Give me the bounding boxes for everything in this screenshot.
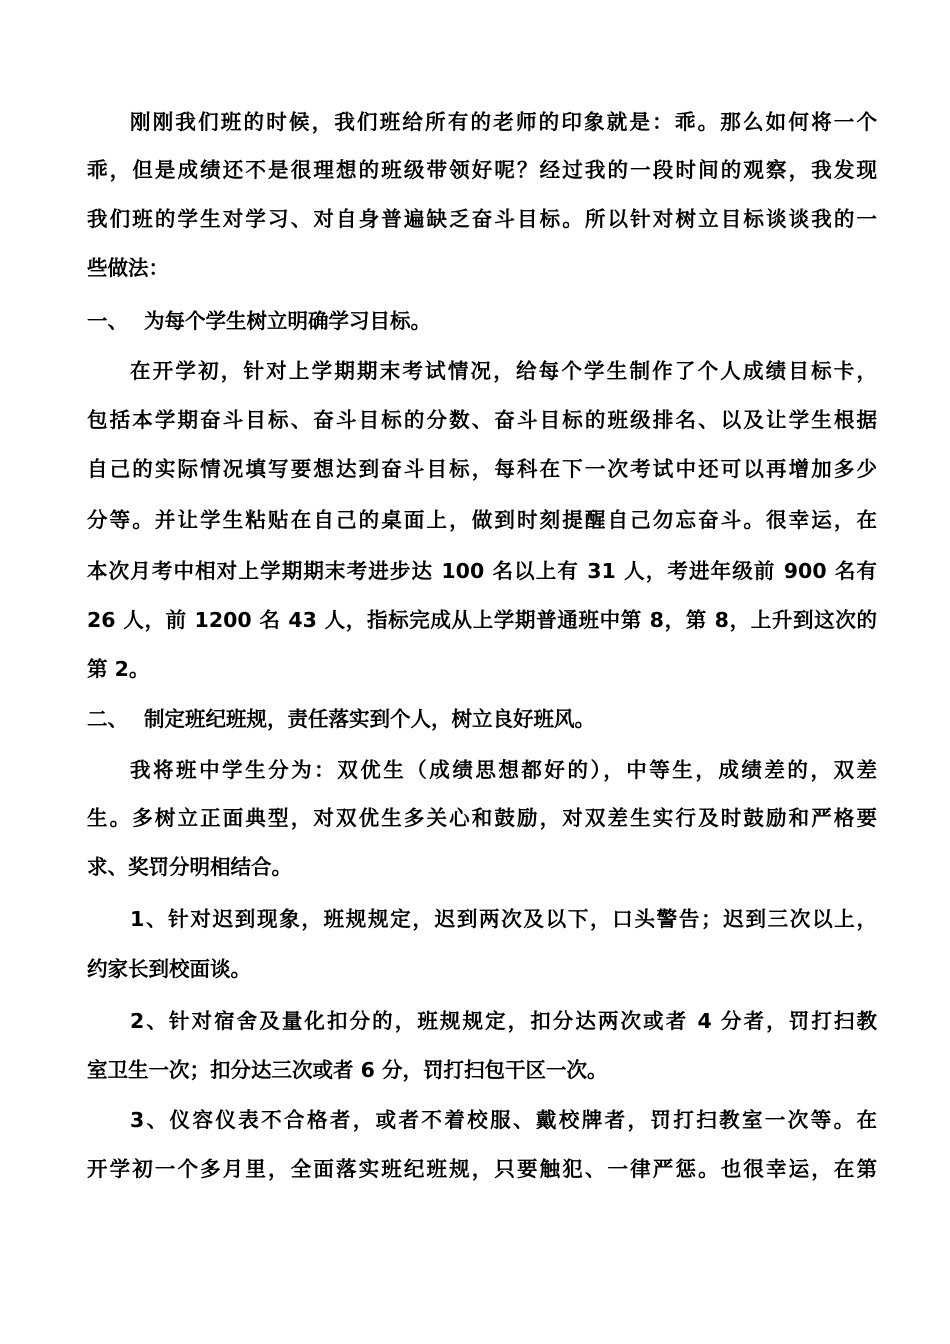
paragraph-line: 本次月考中相对上学期期末考进步达 100 名以上有 31 人，考进年级前 900 名有 xyxy=(87,559,877,583)
paragraph-line: 第 2。 xyxy=(87,657,150,681)
paragraph-line: 开学初一个多月里，全面落实班纪班规，只要触犯、一律严惩。也很幸运，在第 xyxy=(87,1157,877,1181)
paragraph-line: 分等。并让学生粘贴在自己的桌面上，做到时刻提醒自己勿忘奋斗。很幸运，在 xyxy=(87,508,877,532)
heading-text: 制定班纪班规，责任落实到个人，树立良好班风。 xyxy=(144,707,595,731)
paragraph-line: 26 人，前 1200 名 43 人，指标完成从上学期普通班中第 8，第 8，上升到这次的 xyxy=(87,608,877,632)
paragraph-line: 包括本学期奋斗目标、奋斗目标的分数、奋斗目标的班级排名、以及让学生根据 xyxy=(87,408,877,432)
paragraph-line: 自己的实际情况填写要想达到奋斗目标，每科在下一次考试中还可以再增加多少 xyxy=(87,457,877,481)
paragraph-line: 些做法： xyxy=(87,256,169,280)
paragraph-line: 3、仪容仪表不合格者，或者不着校服、戴校牌者，罚打扫教室一次等。在 xyxy=(130,1108,877,1132)
paragraph-line: 求、奖罚分明相结合。 xyxy=(87,855,292,879)
paragraph-line: 1、针对迟到现象，班规规定，迟到两次及以下，口头警告；迟到三次以上， xyxy=(130,907,877,931)
paragraph-line: 生。多树立正面典型，对双优生多关心和鼓励，对双差生实行及时鼓励和严格要 xyxy=(87,806,877,830)
section-heading-2 xyxy=(87,704,877,734)
paragraph-line: 室卫生一次；扣分达三次或者 6 分，罚打扫包干区一次。 xyxy=(87,1058,608,1082)
paragraph-line: 约家长到校面谈。 xyxy=(87,957,251,981)
heading-number: 二、 xyxy=(87,707,128,731)
section-heading-1 xyxy=(87,306,877,336)
paragraph-line: 刚刚我们班的时候，我们班给所有的老师的印象就是：乖。那么如何将一个 xyxy=(130,110,877,134)
paragraph-line: 我们班的学生对学习、对自身普遍缺乏奋斗目标。所以针对树立目标谈谈我的一 xyxy=(87,207,877,231)
paragraph-line: 乖，但是成绩还不是很理想的班级带领好呢？经过我的一段时间的观察，我发现 xyxy=(87,158,877,182)
paragraph-line: 我将班中学生分为：双优生（成绩思想都好的），中等生，成绩差的，双差 xyxy=(130,758,877,782)
heading-text: 为每个学生树立明确学习目标。 xyxy=(144,309,431,333)
paragraph-line: 2、针对宿舍及量化扣分的，班规规定，扣分达两次或者 4 分者，罚打扫教 xyxy=(130,1009,877,1033)
paragraph-line: 在开学初，针对上学期期末考试情况，给每个学生制作了个人成绩目标卡， xyxy=(130,359,877,383)
heading-number: 一、 xyxy=(87,309,128,333)
